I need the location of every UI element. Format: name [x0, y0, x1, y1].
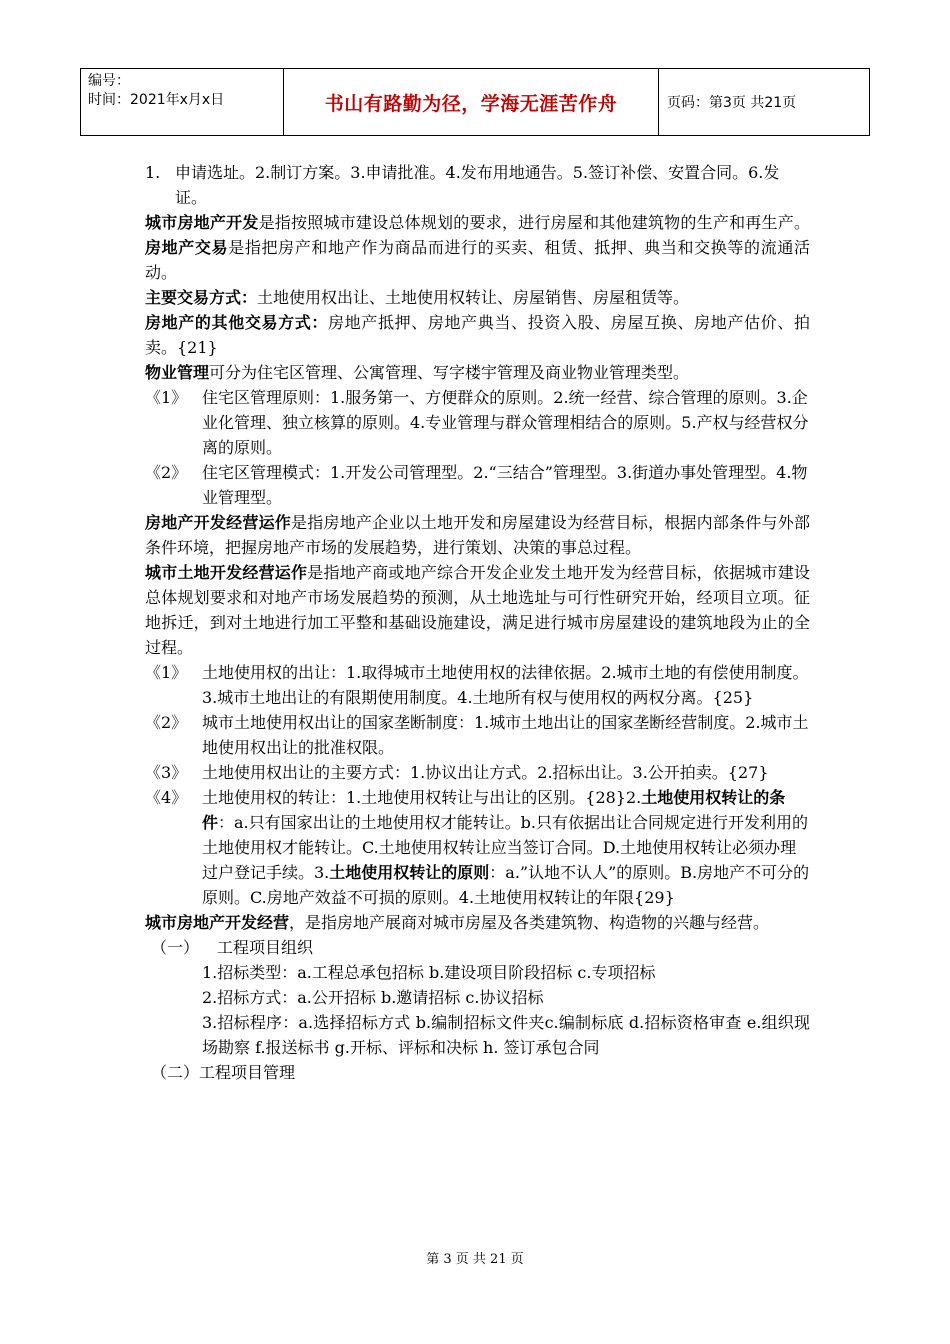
list-item [145, 760, 810, 785]
document-body [145, 160, 810, 1085]
header-motto: 书山有路勤为径，学海无涯苦作舟 [284, 69, 659, 135]
list-text [202, 785, 810, 910]
paragraph-text: 可分为住宅区管理、公寓管理、写字楼宇管理及商业物业管理类型。 [209, 363, 690, 382]
term: 物业管理 [145, 363, 210, 382]
list-text: 住宅区管理模式：1.开发公司管理型。2.“三结合”管理型。3.街道办事处管理型。4.物业管理型。 [202, 463, 808, 507]
paragraph-text: 房地产抵押、房地产典当、投资入股、房屋互换、房地产估价、拍卖。{21} [145, 313, 810, 357]
header-page-number: 页码：第3页 共21页 [667, 95, 797, 111]
sub-item: 2.招标方式：a.公开招标 b.邀请招标 c.协议招标 [202, 988, 544, 1007]
list-item [145, 460, 810, 510]
paragraph-text: 是指把房产和地产作为商品而进行的买卖、租赁、抵押、典当和交换等的流通活动。 [145, 238, 810, 282]
section-title: （二）工程项目管理 [151, 1063, 296, 1082]
doc-number-label: 编号： [88, 73, 130, 89]
paragraph [145, 360, 810, 385]
list-marker: 《1》 [145, 388, 188, 407]
list-item [145, 660, 810, 710]
list-text-part: ：a.只有国家出让的土地使用权才能转让。b.只有依据出让合同规定进行开发利用的土地使用权才能转让。C.土地使用权转让应当签订合同。D.土地使用权转让必须办理过户登记手续。3. [202, 813, 808, 882]
paragraph-text: 是指房地产企业以土地开发和房屋建设为经营目标，根据内部条件与外部条件环境，把握房地产市场的发展趋势，进行策划、决策的事总过程。 [145, 513, 810, 557]
list-text-part: 土地使用权的转让：1.土地使用权转让与出让的区别。{28}2. [202, 788, 642, 807]
list-item [145, 160, 810, 210]
list-item [145, 710, 810, 760]
term: 土地使用权转让的条件 [202, 788, 786, 832]
section-title: 工程项目组织 [217, 938, 314, 957]
list-marker: 《2》 [145, 713, 188, 732]
term: 城市土地开发经营运作 [145, 563, 308, 582]
paragraph [145, 510, 810, 560]
paragraph-text: 是指按照城市建设总体规划的要求，进行房屋和其他建筑物的生产和再生产。 [258, 213, 810, 232]
paragraph [145, 310, 810, 360]
term: 主要交易方式： [145, 288, 258, 307]
list-item [145, 785, 810, 910]
sub-item: 1.招标类型：a.工程总承包招标 b.建设项目阶段招标 c.专项招标 [202, 963, 656, 982]
term: 房地产的其他交易方式： [145, 313, 329, 332]
list-item [145, 385, 810, 460]
list-marker: 《2》 [145, 463, 188, 482]
section-marker: （一） [151, 938, 200, 957]
doc-time-label: 时间：2021年x月x日 [88, 92, 225, 108]
section-heading [151, 1060, 810, 1085]
list-text: 城市土地使用权出让的国家垄断制度：1.城市土地出让的国家垄断经营制度。2.城市土地使用权出让的批准权限。 [202, 713, 809, 757]
paragraph-text: ，是指房地产展商对城市房屋及各类建筑物、构造物的兴趣与经营。 [289, 913, 770, 932]
term: 城市房地产开发经营 [145, 913, 290, 932]
list-text: 申请选址。2.制订方案。3.申请批准。4.发布用地通告。5.签订补偿、安置合同。6.发证。 [175, 163, 780, 207]
header-info [81, 69, 284, 135]
paragraph [145, 285, 810, 310]
page-header [80, 68, 870, 136]
paragraph-text: 土地使用权出让、土地使用权转让、房屋销售、房屋租赁等。 [257, 288, 690, 307]
sub-item: 3.招标程序：a.选择招标方式 b.编制招标文件夹c.编制标底 d.招标资格审查 e.组织现场勘察 f.报送标书 g.开标、评标和决标 h. 签订承包合同 [202, 1013, 810, 1057]
list-marker: 1. [145, 163, 166, 182]
list-text: 土地使用权的出让：1.取得城市土地使用权的法律依据。2.城市土地的有偿使用制度。3.城市土地出让的有限期使用制度。4.土地所有权与使用权的两权分离。{25} [202, 663, 809, 707]
section-heading [151, 935, 810, 960]
list-text: 住宅区管理原则：1.服务第一、方便群众的原则。2.统一经营、综合管理的原则。3.企业化管理、独立核算的原则。4.专业管理与群众管理相结合的原则。5.产权与经营权分离的原则。 [202, 388, 809, 457]
list-marker: 《1》 [145, 663, 188, 682]
list-marker: 《4》 [145, 788, 188, 807]
page-footer [0, 1248, 950, 1267]
term: 房地产开发经营运作 [145, 513, 292, 532]
term: 城市房地产开发 [145, 213, 259, 232]
list-text-part: ：a.”认地不认人”的原则。B.房地产不可分的原则。C.房地产效益不可损的原则。4.土地使用权转让的年限{29} [202, 863, 810, 907]
term: 房地产交易 [145, 238, 229, 257]
list-marker: 《3》 [145, 763, 188, 782]
paragraph [145, 560, 810, 660]
paragraph [145, 210, 810, 285]
list-text: 土地使用权出让的主要方式：1.协议出让方式。2.招标出让。3.公开拍卖。{27} [202, 763, 769, 782]
paragraph [145, 910, 810, 935]
paragraph-text: 是指地产商或地产综合开发企业发土地开发为经营目标，依据城市建设总体规划要求和对地产市场发展趋势的预测，从土地选址与可行性研究开始，经项目立项。征地拆迁，到对土地进行加工平整和基础设施建设，满足进行城市房屋建设的建筑地段为止的全过程。 [145, 563, 810, 657]
footer-page-number: 第 3 页 共 21 页 [426, 1252, 524, 1267]
term: 土地使用权转让的原则 [329, 863, 490, 882]
